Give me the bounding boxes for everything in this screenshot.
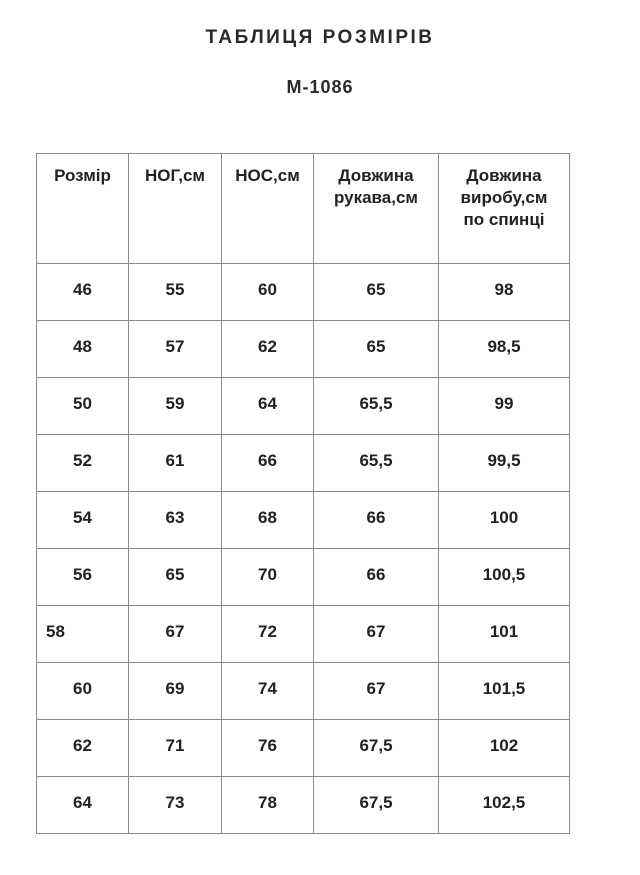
cell-size: 58 bbox=[37, 606, 129, 663]
header-row bbox=[37, 154, 570, 264]
cell-back-length: 98,5 bbox=[439, 321, 570, 378]
table-header bbox=[37, 154, 570, 264]
cell-back-length: 101 bbox=[439, 606, 570, 663]
cell-size: 50 bbox=[37, 378, 129, 435]
cell-chest-girth: 76 bbox=[222, 720, 314, 777]
table-row bbox=[37, 492, 570, 549]
cell-sleeve-length: 67 bbox=[314, 606, 439, 663]
table-body bbox=[37, 264, 570, 834]
cell-chest-girth: 72 bbox=[222, 606, 314, 663]
page-title: ТАБЛИЦЯ РОЗМІРІВ bbox=[205, 27, 435, 48]
cell-hip-girth: 57 bbox=[129, 321, 222, 378]
size-chart-table bbox=[36, 153, 570, 834]
cell-chest-girth: 60 bbox=[222, 264, 314, 321]
table-row bbox=[37, 663, 570, 720]
table-row bbox=[37, 264, 570, 321]
cell-sleeve-length: 65,5 bbox=[314, 378, 439, 435]
cell-chest-girth: 62 bbox=[222, 321, 314, 378]
cell-back-length: 99,5 bbox=[439, 435, 570, 492]
cell-sleeve-length: 67,5 bbox=[314, 777, 439, 834]
header-back-length: Довжина виробу,см по спинці bbox=[439, 154, 570, 264]
cell-size: 46 bbox=[37, 264, 129, 321]
cell-back-length: 100,5 bbox=[439, 549, 570, 606]
table-row bbox=[37, 777, 570, 834]
table-row bbox=[37, 720, 570, 777]
table-row bbox=[37, 549, 570, 606]
cell-chest-girth: 66 bbox=[222, 435, 314, 492]
cell-hip-girth: 61 bbox=[129, 435, 222, 492]
cell-hip-girth: 63 bbox=[129, 492, 222, 549]
cell-sleeve-length: 65 bbox=[314, 321, 439, 378]
header-sleeve-length: Довжина рукава,см bbox=[314, 154, 439, 264]
cell-back-length: 101,5 bbox=[439, 663, 570, 720]
cell-sleeve-length: 66 bbox=[314, 492, 439, 549]
cell-sleeve-length: 66 bbox=[314, 549, 439, 606]
cell-sleeve-length: 67 bbox=[314, 663, 439, 720]
cell-size: 56 bbox=[37, 549, 129, 606]
cell-sleeve-length: 67,5 bbox=[314, 720, 439, 777]
table-row bbox=[37, 321, 570, 378]
cell-chest-girth: 78 bbox=[222, 777, 314, 834]
model-number: М-1086 bbox=[286, 77, 354, 97]
cell-hip-girth: 67 bbox=[129, 606, 222, 663]
cell-size: 52 bbox=[37, 435, 129, 492]
cell-size: 48 bbox=[37, 321, 129, 378]
cell-back-length: 99 bbox=[439, 378, 570, 435]
cell-chest-girth: 74 bbox=[222, 663, 314, 720]
table-row bbox=[37, 606, 570, 663]
cell-size: 62 bbox=[37, 720, 129, 777]
cell-size: 54 bbox=[37, 492, 129, 549]
header-hip-girth: НОГ,см bbox=[129, 154, 222, 264]
cell-chest-girth: 64 bbox=[222, 378, 314, 435]
cell-chest-girth: 70 bbox=[222, 549, 314, 606]
cell-hip-girth: 71 bbox=[129, 720, 222, 777]
cell-chest-girth: 68 bbox=[222, 492, 314, 549]
cell-back-length: 102 bbox=[439, 720, 570, 777]
cell-hip-girth: 59 bbox=[129, 378, 222, 435]
cell-back-length: 100 bbox=[439, 492, 570, 549]
cell-sleeve-length: 65 bbox=[314, 264, 439, 321]
table-row bbox=[37, 435, 570, 492]
header-size: Розмір bbox=[37, 154, 129, 264]
cell-hip-girth: 73 bbox=[129, 777, 222, 834]
cell-hip-girth: 55 bbox=[129, 264, 222, 321]
cell-hip-girth: 65 bbox=[129, 549, 222, 606]
cell-size: 64 bbox=[37, 777, 129, 834]
cell-size: 60 bbox=[37, 663, 129, 720]
cell-back-length: 98 bbox=[439, 264, 570, 321]
header-chest-girth: НОС,см bbox=[222, 154, 314, 264]
cell-hip-girth: 69 bbox=[129, 663, 222, 720]
table-row bbox=[37, 378, 570, 435]
cell-sleeve-length: 65,5 bbox=[314, 435, 439, 492]
cell-back-length: 102,5 bbox=[439, 777, 570, 834]
